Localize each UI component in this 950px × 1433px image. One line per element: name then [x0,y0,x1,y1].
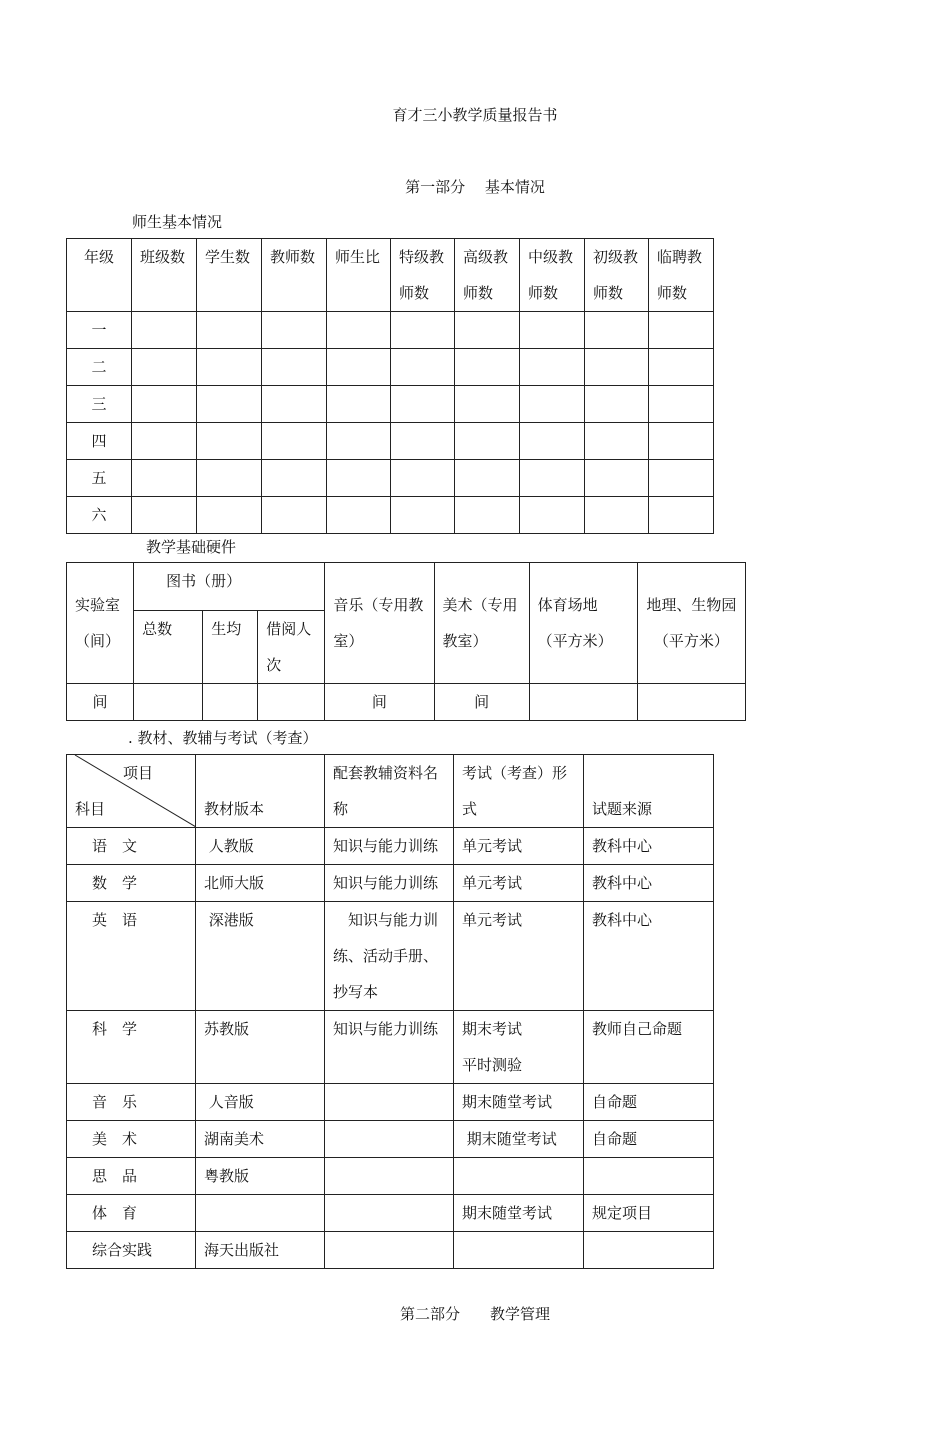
part1-title: 第一部分 基本情况 [405,178,545,196]
sports-label: 体育场地 [537,596,598,614]
aux-cell [325,1158,454,1195]
table-row [67,497,714,534]
subject-cell: 体 育 [67,1195,196,1232]
aux-cell: 知识与能力训练、活动手册、抄写本 [325,902,454,1011]
subject-cell: 语 文 [67,828,196,865]
aux-cell [325,1084,454,1121]
header-cell: 教师数 [262,239,327,312]
exam-header: 考试（考查）形 式 [454,755,584,828]
exam-cell [454,1232,584,1269]
art-unit: 间 [434,684,529,721]
edition-cell: 粤教版 [196,1158,325,1195]
table-row [67,902,714,1011]
subject-cell: 英 语 [67,902,196,1011]
table-row [67,684,746,721]
music-header: 音乐（专用教室） [325,563,434,684]
table-row [67,460,714,497]
materials-body [67,828,714,1269]
edition-header: 教材版本 [196,755,325,828]
source-cell: 教师自己命题 [584,1011,714,1084]
part2-title: 第二部分 教学管理 [399,1305,550,1323]
source-cell [584,1158,714,1195]
books-borrow-header: 借阅人次 [258,611,325,684]
section1-title: 师生基本情况 [132,213,223,231]
subject-cell: 思 品 [67,1158,196,1195]
aux-cell: 知识与能力训练 [325,1011,454,1084]
grade-cell: 六 [67,497,132,534]
edition-cell: 湖南美术 [196,1121,325,1158]
art-header: 美术（专用教室） [434,563,529,684]
subject-cell: 美 术 [67,1121,196,1158]
subject-header: 科目 [75,800,106,818]
edition-cell: 北师大版 [196,865,325,902]
source-cell: 规定项目 [584,1195,714,1232]
header-cell: 师生比 [327,239,391,312]
exam-cell: 单元考试 [454,865,584,902]
source-cell: 教科中心 [584,902,714,1011]
exam-cell: 期末随堂考试 [454,1195,584,1232]
exam-cell: 单元考试 [454,902,584,1011]
edition-cell: 海天出版社 [196,1232,325,1269]
hardware-table [66,562,746,721]
header-cell: 中级教师数 [520,239,585,312]
item-header: 项目 [123,764,154,782]
grade-cell: 五 [67,460,132,497]
subject-cell: 科 学 [67,1011,196,1084]
header-cell: 初级教师数 [585,239,649,312]
table-row [67,1232,714,1269]
header-cell: 年级 [67,239,132,312]
aux-cell: 知识与能力训练 [325,865,454,902]
header-cell: 特级教师数 [391,239,455,312]
sports-unit: （平方米） [537,632,613,650]
books-per-student-header: 生均 [203,611,258,684]
aux-cell [325,1195,454,1232]
edition-cell: 人音版 [196,1084,325,1121]
exam-cell [454,1158,584,1195]
table-row [67,1158,714,1195]
exam-cell: 期末随堂考试 [454,1084,584,1121]
edition-cell: 深港版 [196,902,325,1011]
sports-header [529,563,637,684]
aux-header: 配套教辅资料名称 [325,755,454,828]
grade-cell: 三 [67,386,132,423]
subject-cell: 音 乐 [67,1084,196,1121]
garden-label: 地理、生物园 [646,596,737,614]
lab-header: 实验室（间） [67,563,134,684]
header-cell: 临聘教师数 [649,239,714,312]
books-total-header: 总数 [134,611,203,684]
materials-table [66,754,714,1269]
table-row [67,828,714,865]
table-row [67,349,714,386]
grade-cell: 二 [67,349,132,386]
section2-title: 教学基础硬件 [146,538,237,556]
source-cell [584,1232,714,1269]
source-header: 试题来源 [584,755,714,828]
books-header: 图书（册） [134,563,325,611]
edition-cell: 苏教版 [196,1011,325,1084]
teacher-student-table [66,238,714,534]
table-row [67,1084,714,1121]
header-cell: 学生数 [197,239,262,312]
music-unit: 间 [325,684,434,721]
garden-header [637,563,745,684]
subject-cell: 综合实践 [67,1232,196,1269]
source-cell: 教科中心 [584,865,714,902]
section3-title: . 教材、教辅与考试（考查） [128,729,318,747]
source-cell: 自命题 [584,1084,714,1121]
table-header-row [67,239,714,312]
table-row [67,312,714,349]
aux-cell: 知识与能力训练 [325,828,454,865]
grade-cell: 四 [67,423,132,460]
aux-cell [325,1232,454,1269]
lab-unit: 间 [67,684,134,721]
table-row [67,386,714,423]
table-row [67,1121,714,1158]
table-row [67,865,714,902]
exam-cell: 期末考试 平时测验 [454,1011,584,1084]
exam-cell: 期末随堂考试 [454,1121,584,1158]
edition-cell [196,1195,325,1232]
table-row [67,1195,714,1232]
table-row [67,1011,714,1084]
exam-cell: 单元考试 [454,828,584,865]
garden-unit: （平方米） [653,632,729,650]
source-cell: 自命题 [584,1121,714,1158]
header-cell: 班级数 [132,239,197,312]
table-header-row [67,755,714,828]
document-title: 育才三小教学质量报告书 [392,106,558,124]
aux-cell [325,1121,454,1158]
source-cell: 教科中心 [584,828,714,865]
table-row [67,423,714,460]
header-cell: 高级教师数 [455,239,520,312]
diagonal-header-cell [67,755,196,828]
grade-cell: 一 [67,312,132,349]
subject-cell: 数 学 [67,865,196,902]
edition-cell: 人教版 [196,828,325,865]
